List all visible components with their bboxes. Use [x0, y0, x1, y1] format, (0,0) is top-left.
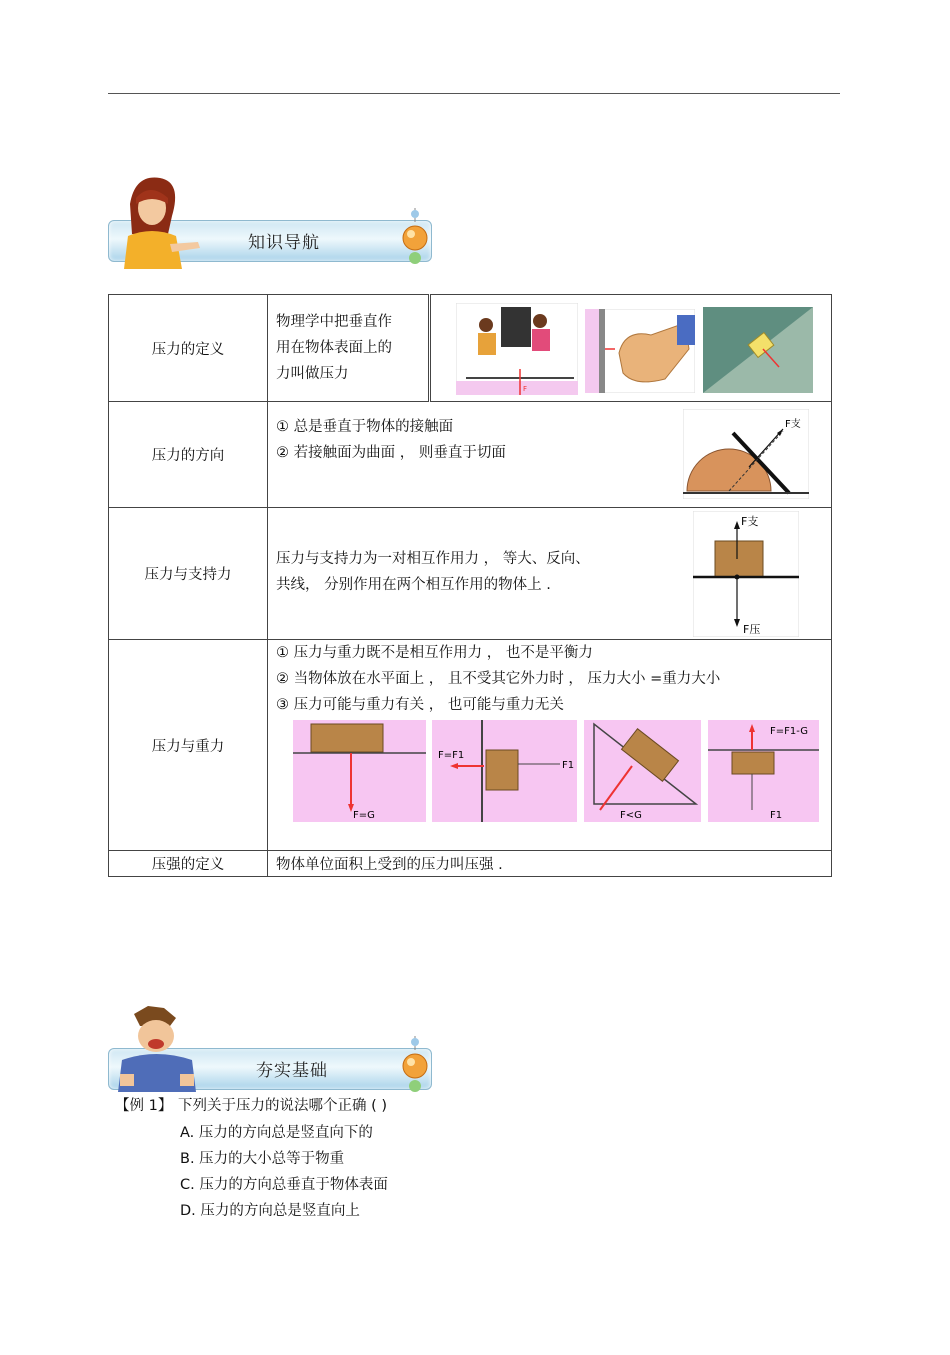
- row-text-line: 物理学中把垂直作: [276, 314, 392, 330]
- row-label: 压力的定义: [109, 295, 268, 402]
- section-title: 夯实基础: [256, 1061, 328, 1081]
- table-row: [109, 295, 832, 402]
- option-b: B. 压力的大小总等于物重: [180, 1151, 345, 1167]
- option-d: D. 压力的方向总是竖直向上: [180, 1203, 360, 1219]
- knowledge-table: [108, 294, 832, 877]
- curved-surface-force-diagram: [683, 409, 809, 499]
- boy-mascot-icon: [110, 1004, 206, 1094]
- row-label: 压力的方向: [109, 402, 268, 508]
- ceiling-press-diagram: [708, 720, 819, 822]
- section-banner-basics: [108, 1042, 433, 1094]
- section-title: 知识导航: [248, 233, 320, 253]
- row-label: 压强的定义: [109, 851, 268, 877]
- section-banner-knowledge: [108, 214, 433, 266]
- force-label: F: [523, 385, 528, 393]
- option-a: A. 压力的方向总是竖直向下的: [180, 1125, 373, 1141]
- ornament-ball-icon: [395, 208, 435, 268]
- row-text-line: ② 若接触面为曲面 ， 则垂直于切面: [276, 445, 506, 461]
- row-text-line: 共线， 分别作用在两个相互作用的物体上 .: [276, 577, 551, 593]
- row-text-line: ① 总是垂直于物体的接触面: [276, 419, 454, 435]
- row-text-line: ③ 压力可能与重力有关 ， 也可能与重力无关: [276, 697, 564, 713]
- example-tag: 【例 1】: [115, 1098, 173, 1114]
- ornament-ball-icon: [395, 1036, 435, 1096]
- table-row: [109, 640, 832, 851]
- table-row: [109, 402, 832, 508]
- row-text-line: 用在物体表面上的: [276, 340, 392, 356]
- force-label: F=F1: [438, 750, 465, 761]
- girl-mascot-icon: [110, 174, 206, 269]
- wall-press-diagram: [432, 720, 577, 822]
- header-rule: [108, 93, 840, 94]
- force-label: F1: [770, 810, 783, 821]
- force-label: F=G: [353, 810, 375, 821]
- incline-gravity-diagram: [584, 720, 701, 822]
- row-label: 压力与重力: [109, 640, 268, 851]
- support-force-diagram: [693, 511, 799, 637]
- row-text-line: 物体单位面积上受到的压力叫压强 .: [268, 851, 832, 877]
- row-text-line: 压力与支持力为一对相互作用力 ， 等大、反向、: [276, 551, 590, 567]
- block-on-incline-illustration: [703, 307, 813, 393]
- force-label: F=F1-G: [770, 726, 808, 737]
- force-label: F支: [741, 515, 759, 528]
- force-label: F1: [562, 760, 575, 771]
- thumb-press-wall-illustration: [585, 309, 695, 393]
- force-label: F压: [743, 623, 761, 636]
- table-row: [109, 508, 832, 640]
- row-text-line: ② 当物体放在水平面上 ， 且不受其它外力时 ， 压力大小 =重力大小: [276, 671, 721, 687]
- row-text-line: ① 压力与重力既不是相互作用力 ， 也不是平衡力: [276, 645, 593, 661]
- table-row: [109, 851, 832, 877]
- row-text-line: 力叫做压力: [276, 366, 349, 382]
- force-label: F支: [785, 419, 801, 430]
- force-label: F<G: [620, 810, 642, 821]
- example-question: 下列关于压力的说法哪个正确 ( ): [178, 1098, 388, 1114]
- gravity-horizontal-diagram: [293, 720, 426, 822]
- children-pushing-illustration: [456, 303, 578, 395]
- option-c: C. 压力的方向总垂直于物体表面: [180, 1177, 388, 1193]
- row-label: 压力与支持力: [109, 508, 268, 640]
